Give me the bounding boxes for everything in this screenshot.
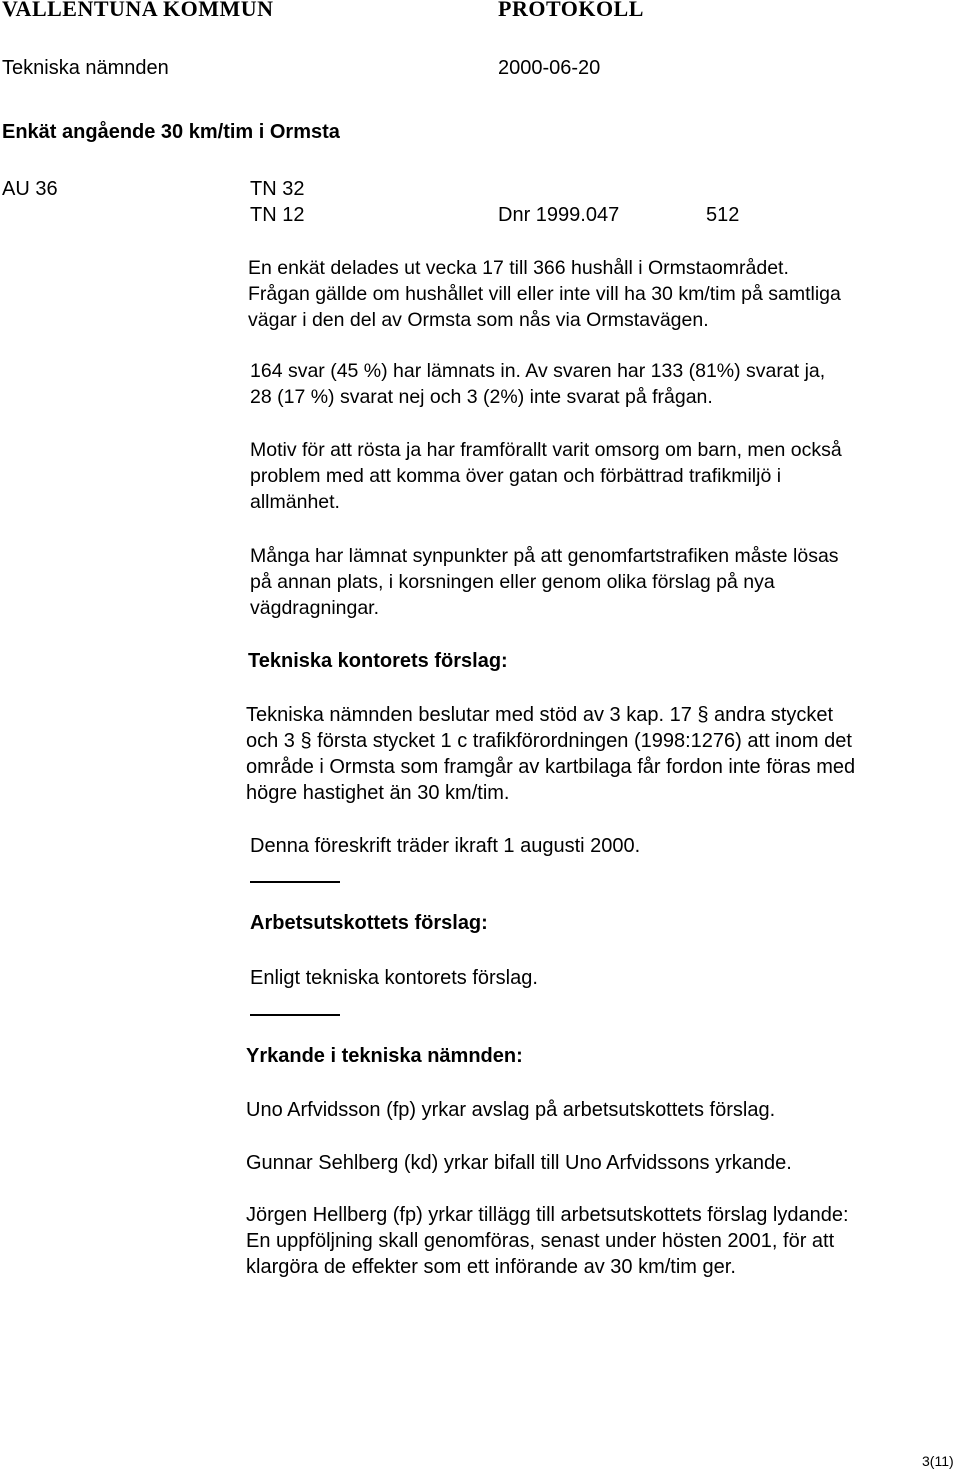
paragraph-decision [246, 702, 855, 806]
ref-au: AU 36 [2, 178, 58, 200]
text-line: klargöra de effekter som ett införande av 30 km/tim ger. [246, 1256, 736, 1278]
paragraph-motion-sehlberg: Gunnar Sehlberg (kd) yrkar bifall till Uno Arfvidssons yrkande. [246, 1152, 792, 1174]
paragraph-results [250, 358, 825, 410]
ref-tn-2: TN 12 [250, 204, 305, 226]
text-line: En uppföljning skall genomföras, senast under hösten 2001, för att [246, 1230, 835, 1252]
document-type: PROTOKOLL [498, 0, 644, 21]
paragraph-survey [248, 255, 841, 333]
page-number: 3(11) [922, 1453, 954, 1469]
committee-name: Tekniska nämnden [2, 57, 169, 79]
text-line: 164 svar (45 %) har lämnats in. Av svaren har 133 (81%) svarat ja, [250, 360, 826, 382]
paragraph-effective-date: Denna föreskrift träder ikraft 1 augusti 2000. [250, 835, 641, 857]
ref-dnr: Dnr 1999.047 [498, 204, 620, 226]
heading-motions: Yrkande i tekniska nämnden: [246, 1045, 523, 1067]
ref-number: 512 [706, 204, 740, 226]
page-title: Enkät angående 30 km/tim i Ormsta [2, 121, 340, 143]
heading-committee-proposal: Arbetsutskottets förslag: [250, 912, 488, 934]
text-line: Tekniska nämnden beslutar med stöd av 3 kap. 17 § andra stycket [246, 704, 834, 726]
text-line: högre hastighet än 30 km/tim. [246, 782, 510, 804]
paragraph-motives [250, 437, 842, 515]
text-line: 28 (17 %) svarat nej och 3 (2%) inte svarat på frågan. [250, 386, 713, 408]
text-line: Frågan gällde om hushållet vill eller inte vill ha 30 km/tim på samtliga [248, 283, 841, 305]
ref-tn-1: TN 32 [250, 178, 305, 200]
paragraph-opinions [250, 543, 839, 621]
paragraph-committee-proposal: Enligt tekniska kontorets förslag. [250, 967, 538, 989]
text-line: Många har lämnat synpunkter på att genomfartstrafiken måste lösas [250, 545, 839, 567]
text-line: En enkät delades ut vecka 17 till 366 hushåll i Ormstaområdet. [248, 257, 789, 279]
divider [250, 881, 340, 883]
text-line: Motiv för att rösta ja har framförallt varit omsorg om barn, men också [250, 439, 842, 461]
text-line: allmänhet. [250, 491, 340, 513]
org-name: VALLENTUNA KOMMUN [2, 0, 274, 21]
text-line: vägar i den del av Ormsta som nås via Ormstavägen. [248, 309, 709, 331]
text-line: och 3 § första stycket 1 c trafikförordningen (1998:1276) att inom det [246, 730, 852, 752]
text-line: vägdragningar. [250, 597, 380, 619]
text-line: område i Ormsta som framgår av kartbilaga får fordon inte föras med [246, 756, 856, 778]
paragraph-motion-arfvidsson: Uno Arfvidsson (fp) yrkar avslag på arbetsutskottets förslag. [246, 1099, 776, 1121]
divider [250, 1014, 340, 1016]
heading-office-proposal: Tekniska kontorets förslag: [248, 650, 508, 672]
paragraph-motion-hellberg [246, 1202, 849, 1280]
text-line: problem med att komma över gatan och förbättrad trafikmiljö i [250, 465, 782, 487]
text-line: på annan plats, i korsningen eller genom olika förslag på nya [250, 571, 775, 593]
meeting-date: 2000-06-20 [498, 57, 601, 79]
text-line: Jörgen Hellberg (fp) yrkar tillägg till arbetsutskottets förslag lydande: [246, 1204, 849, 1226]
